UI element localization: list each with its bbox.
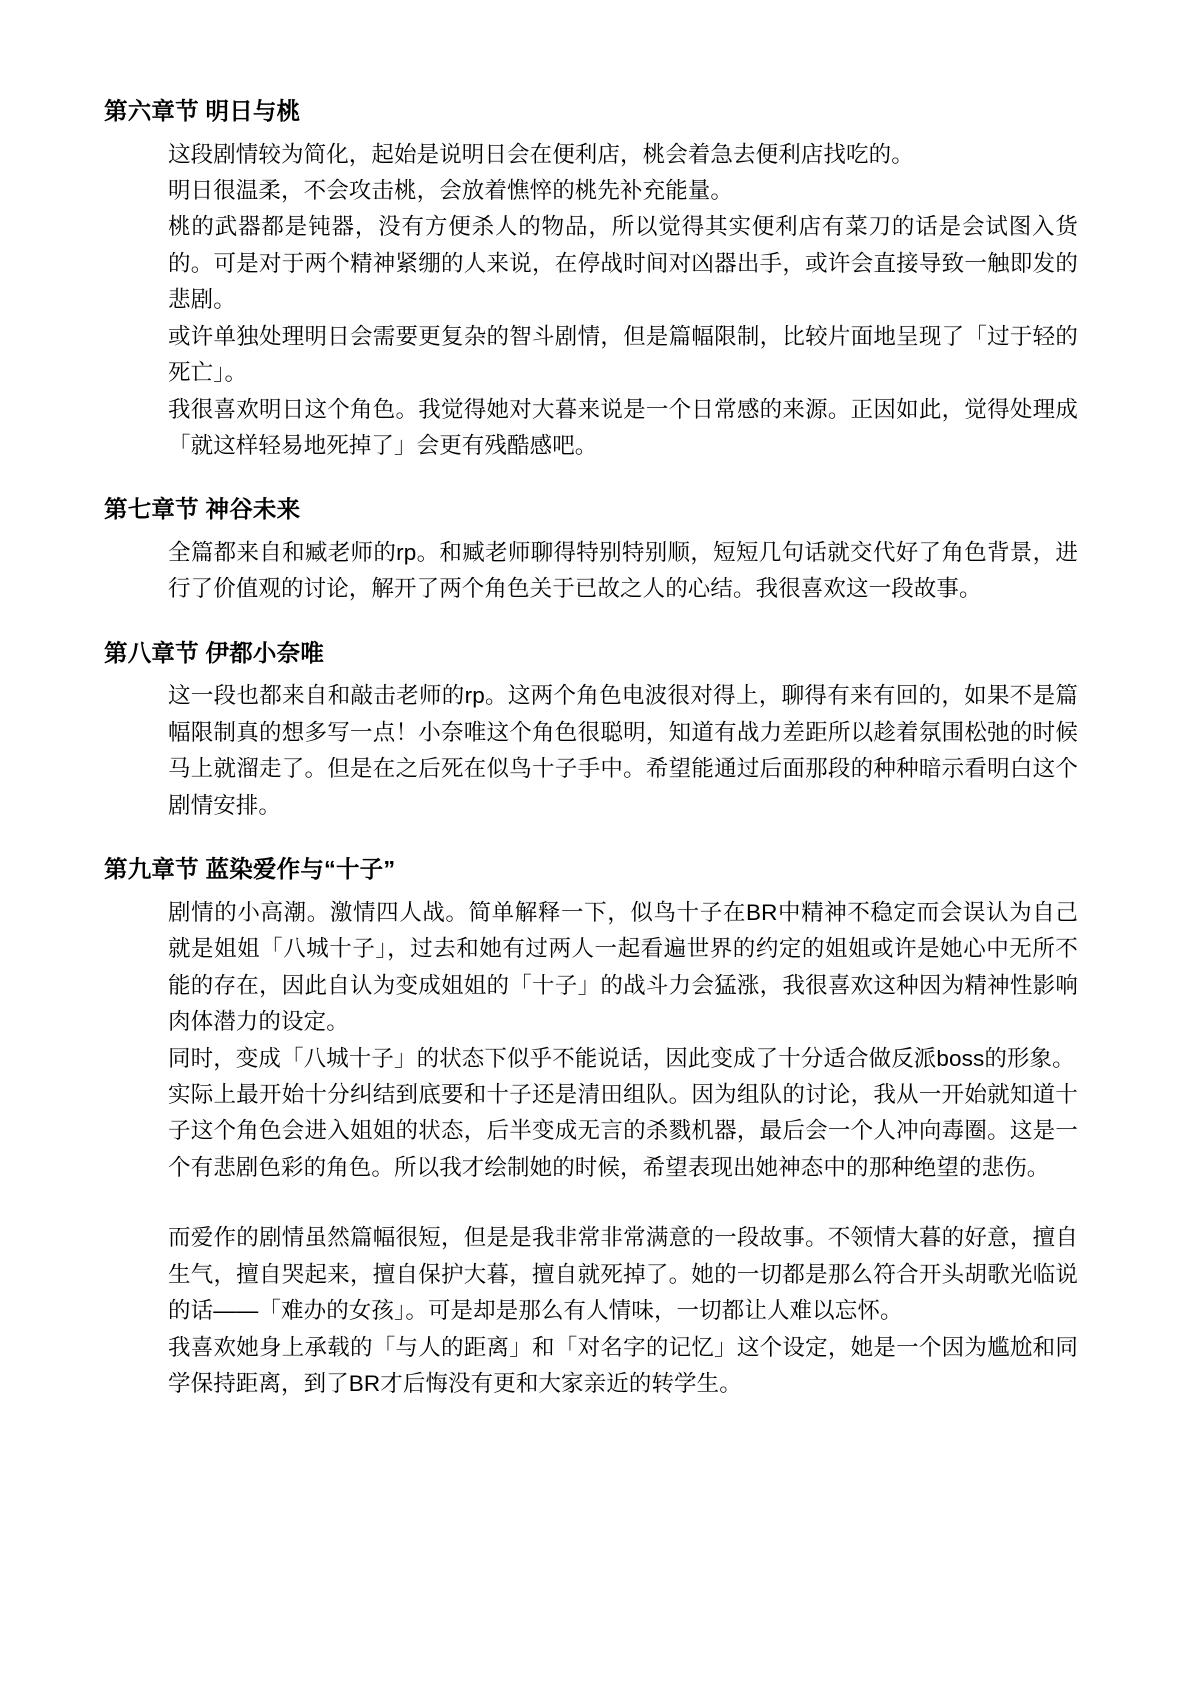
document-section-6: [104, 96, 1086, 464]
paragraph: 实际上最开始十分纠结到底要和十子还是清田组队。因为组队的讨论，我从一开始就知道十子这个角色会进入姐姐的状态，后半变成无言的杀戮机器，最后会一个人冲向毒圈。这是一个有悲剧色彩的角色。所以我才绘制她的时候，希望表现出她神态中的那种绝望的悲伤。: [168, 1081, 1078, 1180]
section-heading: 第七章节 神谷未来: [104, 496, 301, 523]
document-section-8: [104, 638, 1086, 824]
paragraph: 而爱作的剧情虽然篇幅很短，但是是我非常非常满意的一段故事。不领情大暮的好意，擅自生气，擅自哭起来，擅自保护大暮，擅自就死掉了。她的一切都是那么符合开头胡歌光临说的话——「难办的女孩」。可是却是那么有人情味，一切都让人难以忘怀。: [168, 1225, 1078, 1324]
paragraph: 这一段也都来自和敲击老师的rp。这两个角色电波很对得上，聊得有来有回的，如果不是篇幅限制真的想多写一点！小奈唯这个角色很聪明，知道有战力差距所以趁着氛围松弛的时候马上就溜走了。但是在之后死在似鸟十子手中。希望能通过后面那段的种种暗示看明白这个剧情安排。: [168, 683, 1078, 818]
section-heading: 第八章节 伊都小奈唯: [104, 639, 325, 666]
paragraph: 我喜欢她身上承载的「与人的距离」和「对名字的记忆」这个设定，她是一个因为尴尬和同学保持距离，到了BR才后悔没有更和大家亲近的转学生。: [168, 1334, 1078, 1396]
paragraph: 明日很温柔，不会攻击桃，会放着憔悴的桃先补充能量。: [168, 177, 734, 203]
section-heading: 第九章节 蓝染爱作与“十子”: [104, 856, 396, 883]
section-body: [168, 895, 1078, 1403]
paragraph: 我很喜欢明日这个角色。我觉得她对大暮来说是一个日常感的来源。正因如此，觉得处理成「就这样轻易地死掉了」会更有残酷感吧。: [168, 396, 1078, 459]
paragraph: 同时，变成「八城十子」的状态下似乎不能说话，因此变成了十分适合做反派boss的形象。: [168, 1045, 1075, 1071]
paragraph: 桃的武器都是钝器，没有方便杀人的物品，所以觉得其实便利店有菜刀的话是会试图入货的。可是对于两个精神紧绷的人来说，在停战时间对凶器出手，或许会直接导致一触即发的悲剧。: [168, 214, 1078, 313]
paragraph: 或许单独处理明日会需要更复杂的智斗剧情，但是篇幅限制，比较片面地呈现了「过于轻的死亡」。: [168, 323, 1078, 386]
paragraph: 这段剧情较为简化，起始是说明日会在便利店，桃会着急去便利店找吃的。: [168, 141, 914, 167]
section-body: [168, 137, 1078, 465]
paragraph: 全篇都来自和臧老师的rp。和臧老师聊得特别特别顺，短短几句话就交代好了角色背景，进行了价值观的讨论，解开了两个角色关于已故之人的心结。我很喜欢这一段故事。: [168, 540, 1078, 602]
section-body: [168, 535, 1078, 608]
section-heading: 第六章节 明日与桃: [104, 98, 301, 124]
document-section-9: [104, 854, 1086, 1402]
section-body: [168, 678, 1078, 824]
document-section-7: [104, 494, 1086, 607]
paragraph: 剧情的小高潮。激情四人战。简单解释一下，似鸟十子在BR中精神不稳定而会误认为自己就是姐姐「八城十子」，过去和她有过两人一起看遍世界的约定的姐姐或许是她心中无所不能的存在，因此自认为变成姐姐的「十子」的战斗力会猛涨，我很喜欢这种因为精神性影响肉体潜力的设定。: [168, 899, 1078, 1035]
